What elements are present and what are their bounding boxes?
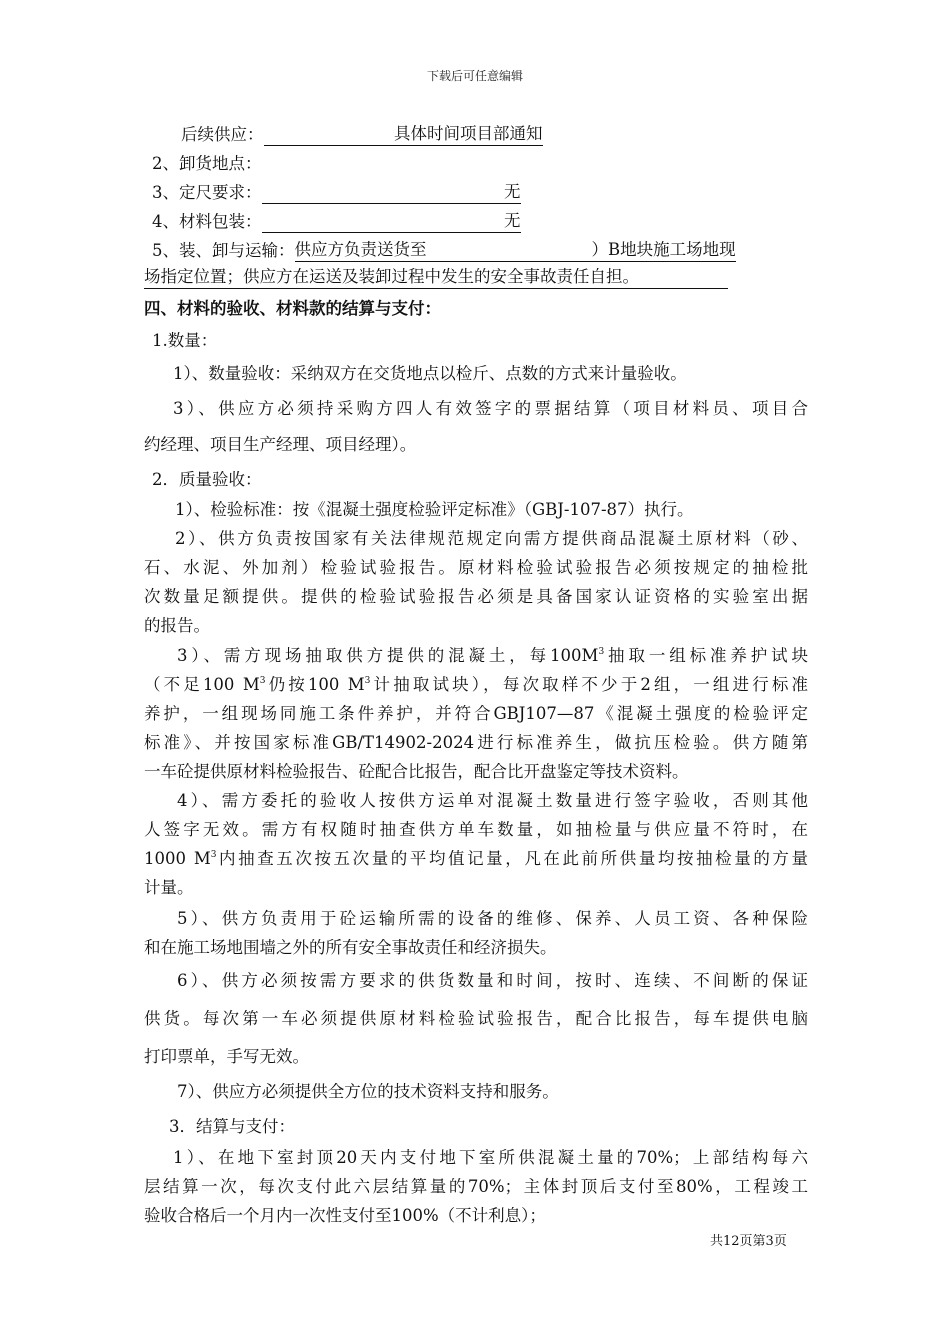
transport-line-2 [144, 266, 728, 290]
packaging-value: 无 [262, 210, 521, 233]
size-requirement-label: 3、定尺要求： [152, 183, 262, 202]
settlement-item-1-line-2: 层结算一次，每次支付此六层结算量的70%；主体封顶后支付至80%，工程竣工 [144, 1177, 808, 1196]
quality-item-3-line-2: （不足100 $M^3$仍按100 $M^3$计抽取试块），每次取样不少于2组，一组进行标准 [144, 675, 808, 694]
quality-item-1: 1）、检验标准：按《混凝土强度检验评定标准》（GBJ-107-87）执行。 [175, 500, 694, 519]
quantity-item-3-line-2: 约经理、项目生产经理、项目经理）。 [144, 435, 417, 454]
quality-item-4-line-4: 计量。 [144, 878, 194, 897]
settlement-heading: 3．结算与支付： [169, 1117, 295, 1136]
follow-supply-line [181, 123, 543, 147]
size-requirement-line [152, 181, 521, 205]
packaging-label: 4、材料包装： [152, 212, 262, 231]
superscript: 3 [598, 647, 605, 657]
superscript: 3 [364, 676, 371, 686]
quality-item-6-line-3: 打印票单，手写无效。 [144, 1047, 309, 1066]
transport-line-1 [152, 239, 736, 263]
unload-location-line [152, 152, 262, 176]
quantity-item-3-line-1: 3）、供应方必须持采购方四人有效签字的票据结算（项目材料员、项目合 [173, 399, 808, 418]
settlement-item-1-line-3: 验收合格后一个月内一次性支付至100%（不计利息）； [144, 1206, 546, 1225]
follow-supply-value: 具体时间项目部通知 [264, 123, 543, 146]
quality-item-4-line-2: 人签字无效。需方有权随时抽查供方单车数量，如抽检量与供应量不符时，在 [144, 820, 808, 839]
packaging-line [152, 210, 521, 234]
quality-item-3-line-3: 养护，一组现场同施工条件养护，并符合GBJ107—87《混凝土强度的检验评定 [144, 704, 808, 723]
quality-item-2-line-3: 次数量足额提供。提供的检验试验报告必须是具备国家认证资格的实验室出据 [144, 587, 808, 606]
transport-value-a: 供应方负责送货至 ）B地块施工场地现 [295, 239, 736, 262]
follow-supply-label: 后续供应： [181, 125, 264, 144]
quality-heading: 2．质量验收： [152, 470, 262, 489]
quality-item-5-line-1: 5）、供方负责用于砼运输所需的设备的维修、保养、人员工资、各种保险 [177, 909, 808, 928]
page-footer: 共12页第3页 [710, 1234, 787, 1249]
superscript: 3 [259, 676, 266, 686]
transport-value-c: 场指定位置；供应方在运送及装卸过程中发生的安全事故责任自担。 [144, 266, 728, 289]
quality-item-3-line-1: 3）、需方现场抽取供方提供的混凝土，每$100M^3$抽取一组标准养护试块 [177, 646, 809, 665]
quality-item-5-line-2: 和在施工场地围墙之外的所有安全事故责任和经济损失。 [144, 938, 557, 957]
quality-item-6-line-1: 6）、供方必须按需方要求的供货数量和时间，按时、连续、不间断的保证 [177, 971, 808, 990]
quantity-heading: 1.数量： [152, 331, 218, 350]
superscript: 3 [210, 850, 217, 860]
settlement-item-1-line-1: 1）、在地下室封顶20天内支付地下室所供混凝土量的70%；上部结构每六 [173, 1148, 808, 1167]
quality-item-4-line-3: 1000 $M^3$内抽查五次按五次量的平均值记量，凡在此前所供量均按抽检量的方量 [144, 849, 808, 868]
page-header: 下载后可任意编辑 [426, 69, 523, 83]
unload-location-label: 2、卸货地点： [152, 154, 262, 173]
quality-item-7: 7）、供应方必须提供全方位的技术资料支持和服务。 [177, 1082, 559, 1101]
quality-item-3-line-5: 一车砼提供原材料检验报告、砼配合比报告，配合比开盘鉴定等技术资料。 [144, 762, 689, 781]
quantity-item-1: 1）、数量验收：采纳双方在交货地点以检斤、点数的方式来计量验收。 [173, 364, 687, 383]
quality-item-2-line-2: 石、水泥、外加剂）检验试验报告。原材料检验试验报告必须按规定的抽检批 [144, 558, 808, 577]
quality-item-2-line-1: 2）、供方负责按国家有关法律规范规定向需方提供商品混凝土原材料（砂、 [175, 529, 808, 548]
quality-item-2-line-4: 的报告。 [144, 616, 210, 635]
quality-item-4-line-1: 4）、需方委托的验收人按供方运单对混凝土数量进行签字验收，否则其他 [177, 791, 808, 810]
size-requirement-value: 无 [262, 181, 521, 204]
quality-item-6-line-2: 供货。每次第一车必须提供原材料检验试验报告，配合比报告，每车提供电脑 [144, 1009, 808, 1028]
section-title: 四、材料的验收、材料款的结算与支付： [144, 299, 441, 318]
quality-item-3-line-4: 标准》、并按国家标准GB/T14902-2024进行标准养生，做抗压检验。供方随第 [144, 733, 808, 752]
transport-label: 5、装、卸与运输： [152, 241, 295, 260]
